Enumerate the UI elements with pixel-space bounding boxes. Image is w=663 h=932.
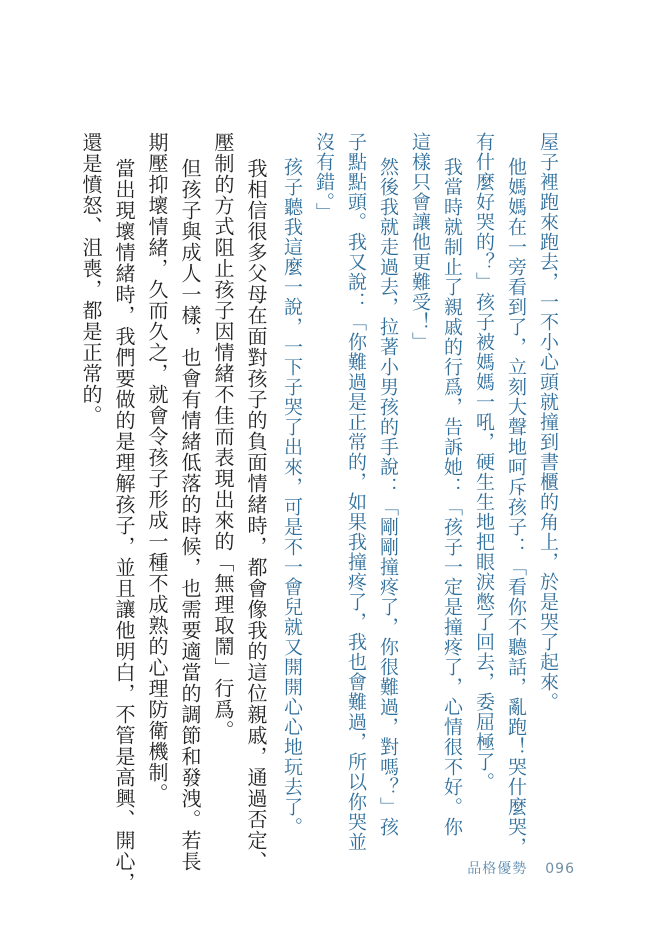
story-column-6: 然後我就走過去，拉著小男孩的手說：「剛剛撞疼了，你很難過，對嗎？」孩 bbox=[377, 157, 399, 837]
body-column-1: 我相信很多父母在面對孩子的負面情緒時，都會像我的這位親戚，通過否定、 bbox=[244, 158, 268, 872]
body-column-5: 當出現壞情緒時，我們要做的是理解孩子，並且讓他明白，不管是高興、開心， bbox=[112, 158, 136, 893]
story-column-8: 沒有錯。」 bbox=[313, 132, 335, 223]
story-column-7: 子點點頭。我又說：「你難過是正常的，如果我撞疼了，我也會難過，所以你哭並 bbox=[345, 132, 367, 852]
story-column-9: 孩子聽我這麼一說，一下子哭了出來，可是不一會兒就又開開心心地玩去了。 bbox=[281, 157, 303, 837]
page-number: 096 bbox=[545, 861, 575, 877]
story-column-5: 這樣只會讓他更難受！」 bbox=[409, 132, 431, 352]
body-column-6: 還是憤怒、沮喪，都是正常的。 bbox=[79, 132, 103, 426]
body-column-4: 期壓抑壞情緒，久而久之，就會令孩子形成一種不成熟的心理防衛機制。 bbox=[145, 132, 169, 804]
body-column-3: 但孩子與成人一樣，也會有情緒低落的時候，也需要適當的調節和發洩。若長 bbox=[178, 158, 202, 872]
story-column-1: 屋子裡跑來跑去，一不小心頭就撞到書櫃的角上，於是哭了起來。 bbox=[537, 132, 559, 712]
story-column-2: 他媽媽在一旁看到了，立刻大聲地呵斥孩子：「看你不聽話，亂跑！哭什麼哭， bbox=[505, 157, 527, 857]
body-column-2: 壓制的方式阻止孩子因情緒不佳而表現出來的「無理取鬧」行爲。 bbox=[211, 132, 235, 741]
page-footer bbox=[467, 858, 575, 878]
story-column-3: 有什麼好哭的？」孩子被媽媽一吼，硬生生地把眼淚憋了回去，委屈極了。 bbox=[473, 132, 495, 792]
book-title: 品格優勢 bbox=[467, 861, 528, 877]
story-column-4: 我當時就制止了親戚的行爲，告訴她：「孩子一定是撞疼了，心情很不好。你 bbox=[441, 157, 463, 837]
